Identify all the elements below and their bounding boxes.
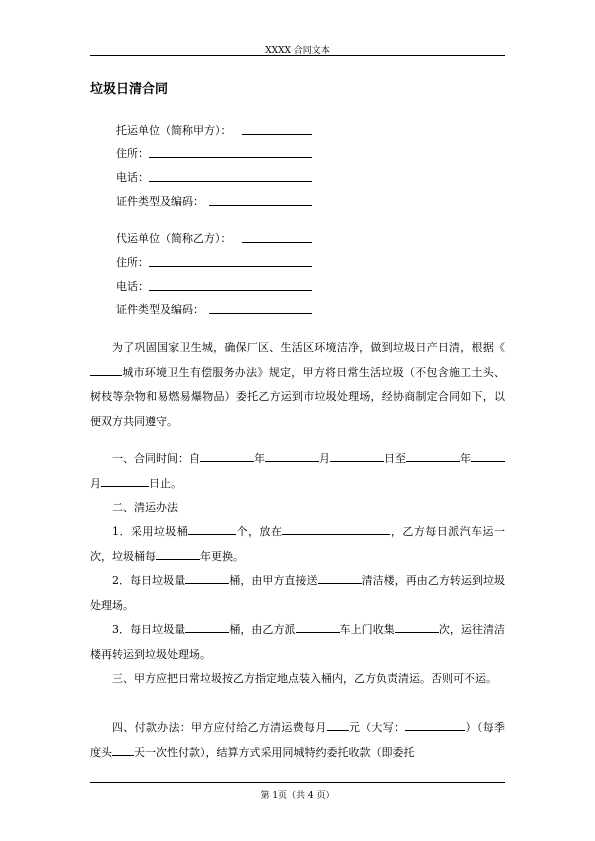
party-a-id-blank (209, 205, 312, 206)
header-divider (90, 55, 505, 56)
section-3: 三、甲方应把日常垃圾按乙方指定地点装入桶内，乙方负责清运。否则可不运。 (112, 672, 497, 685)
party-b-address-blank (149, 266, 312, 267)
intro-blank (90, 364, 122, 376)
party-b-id-blank (209, 313, 312, 314)
intro-paragraph: 为了巩固国家卫生城，确保厂区、生活区环境洁净，做到垃圾日产日清，根据《城市环境卫生有偿服务办法》规定，甲方将日常生活垃圾（不包含施工土头、树枝等杂物和易燃易爆物品）委托乙方运到市垃圾处理场，经协商制定合同如下，以便双方共同遵守。 (90, 341, 505, 428)
party-b-address-field (116, 256, 149, 270)
party-a-unit-label: 托运单位（简称甲方）： (116, 124, 232, 137)
party-a-id-field (116, 195, 204, 209)
party-b-id-label: 证件类型及编码： (116, 303, 204, 316)
section-2-item-2: 2．每日垃圾量 桶，由甲方直接送 清洁楼，再由乙方转运到垃圾处理场。 (90, 574, 506, 612)
document-title: 垃圾日清合同 (90, 82, 169, 97)
section-1-contract-time: 一、合同时间：自 年 月 日至 年月 日止。 (90, 447, 505, 496)
page-header: XXXX 合同文本 (265, 46, 330, 56)
party-a-phone-blank (149, 181, 312, 182)
party-a-unit-field (116, 124, 232, 138)
party-a-phone-label: 电话： (116, 171, 149, 184)
party-b-unit-label: 代运单位（简称乙方）： (116, 232, 232, 245)
party-a-unit-blank (242, 134, 312, 135)
party-b-phone-field (116, 280, 149, 294)
page-number: 第 1页（共 4 页） (260, 791, 335, 801)
party-b-unit-blank (242, 242, 312, 243)
footer-divider (90, 782, 505, 783)
party-b-phone-blank (149, 290, 312, 291)
party-b-address-label: 住所： (116, 256, 149, 269)
party-b-unit-field (116, 232, 232, 246)
party-a-address-field (116, 147, 149, 161)
section-2-item-1: 1．采用垃圾桶 个，放在 ，乙方每日派汽车运一次，垃圾桶每 年更换。 (90, 525, 506, 563)
party-a-phone-field (116, 171, 149, 185)
party-a-address-blank (149, 157, 312, 158)
party-b-phone-label: 电话： (116, 280, 149, 293)
party-a-id-label: 证件类型及编码： (116, 195, 204, 208)
section-2-item-3: 3．每日垃圾量 桶，由乙方派 车上门收集 次，运往清洁楼再转运到垃圾处理场。 (90, 623, 506, 661)
section-4-payment: 四、付款办法：甲方应付给乙方清运费每月 元（大写： ）（每季度头 天一次性付款），结算方式采用同城特约委托收款（即委托 (90, 721, 506, 759)
party-a-address-label: 住所： (116, 147, 149, 160)
section-2-title: 二、清运办法 (112, 501, 178, 514)
party-b-id-field (116, 303, 204, 317)
